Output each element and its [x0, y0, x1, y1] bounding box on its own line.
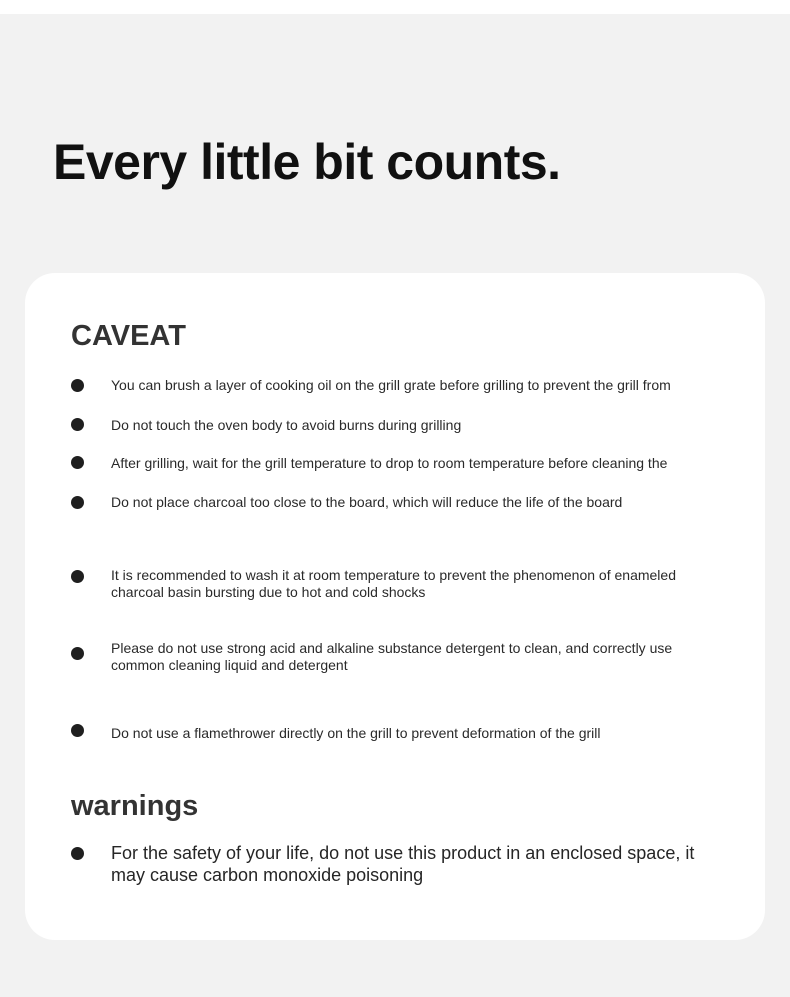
bullet-icon — [71, 847, 84, 860]
bullet-icon — [71, 379, 84, 392]
warnings-title: warnings — [71, 790, 199, 822]
bullet-icon — [71, 570, 84, 583]
bullet-icon — [71, 496, 84, 509]
caveat-title: CAVEAT — [71, 320, 186, 352]
top-strip — [0, 0, 790, 14]
caveat-item-text: It is recommended to wash it at room temperature to prevent the phenomenon of enameled charcoal basin bursting due to hot and cold shocks — [111, 567, 676, 600]
caveat-card — [25, 273, 765, 940]
bullet-icon — [71, 724, 84, 737]
caveat-item-text: Do not place charcoal too close to the board, which will reduce the life of the board — [111, 494, 623, 510]
caveat-item-text: Do not touch the oven body to avoid burns during grilling — [111, 417, 462, 433]
caveat-item-text: You can brush a layer of cooking oil on the grill grate before grilling to prevent the grill from — [111, 377, 671, 393]
caveat-item-text: After grilling, wait for the grill temperature to drop to room temperature before cleaning the — [111, 455, 668, 471]
warning-item-text: For the safety of your life, do not use this product in an enclosed space, it may cause carbon monoxide poisoning — [111, 843, 695, 885]
caveat-item-text: Please do not use strong acid and alkaline substance detergent to clean, and correctly use common cleaning liquid and detergent — [111, 640, 673, 673]
bullet-icon — [71, 456, 84, 469]
bullet-icon — [71, 418, 84, 431]
bullet-icon — [71, 647, 84, 660]
page-headline: Every little bit counts. — [53, 134, 561, 190]
caveat-item-text: Do not use a flamethrower directly on the grill to prevent deformation of the grill — [111, 725, 601, 741]
